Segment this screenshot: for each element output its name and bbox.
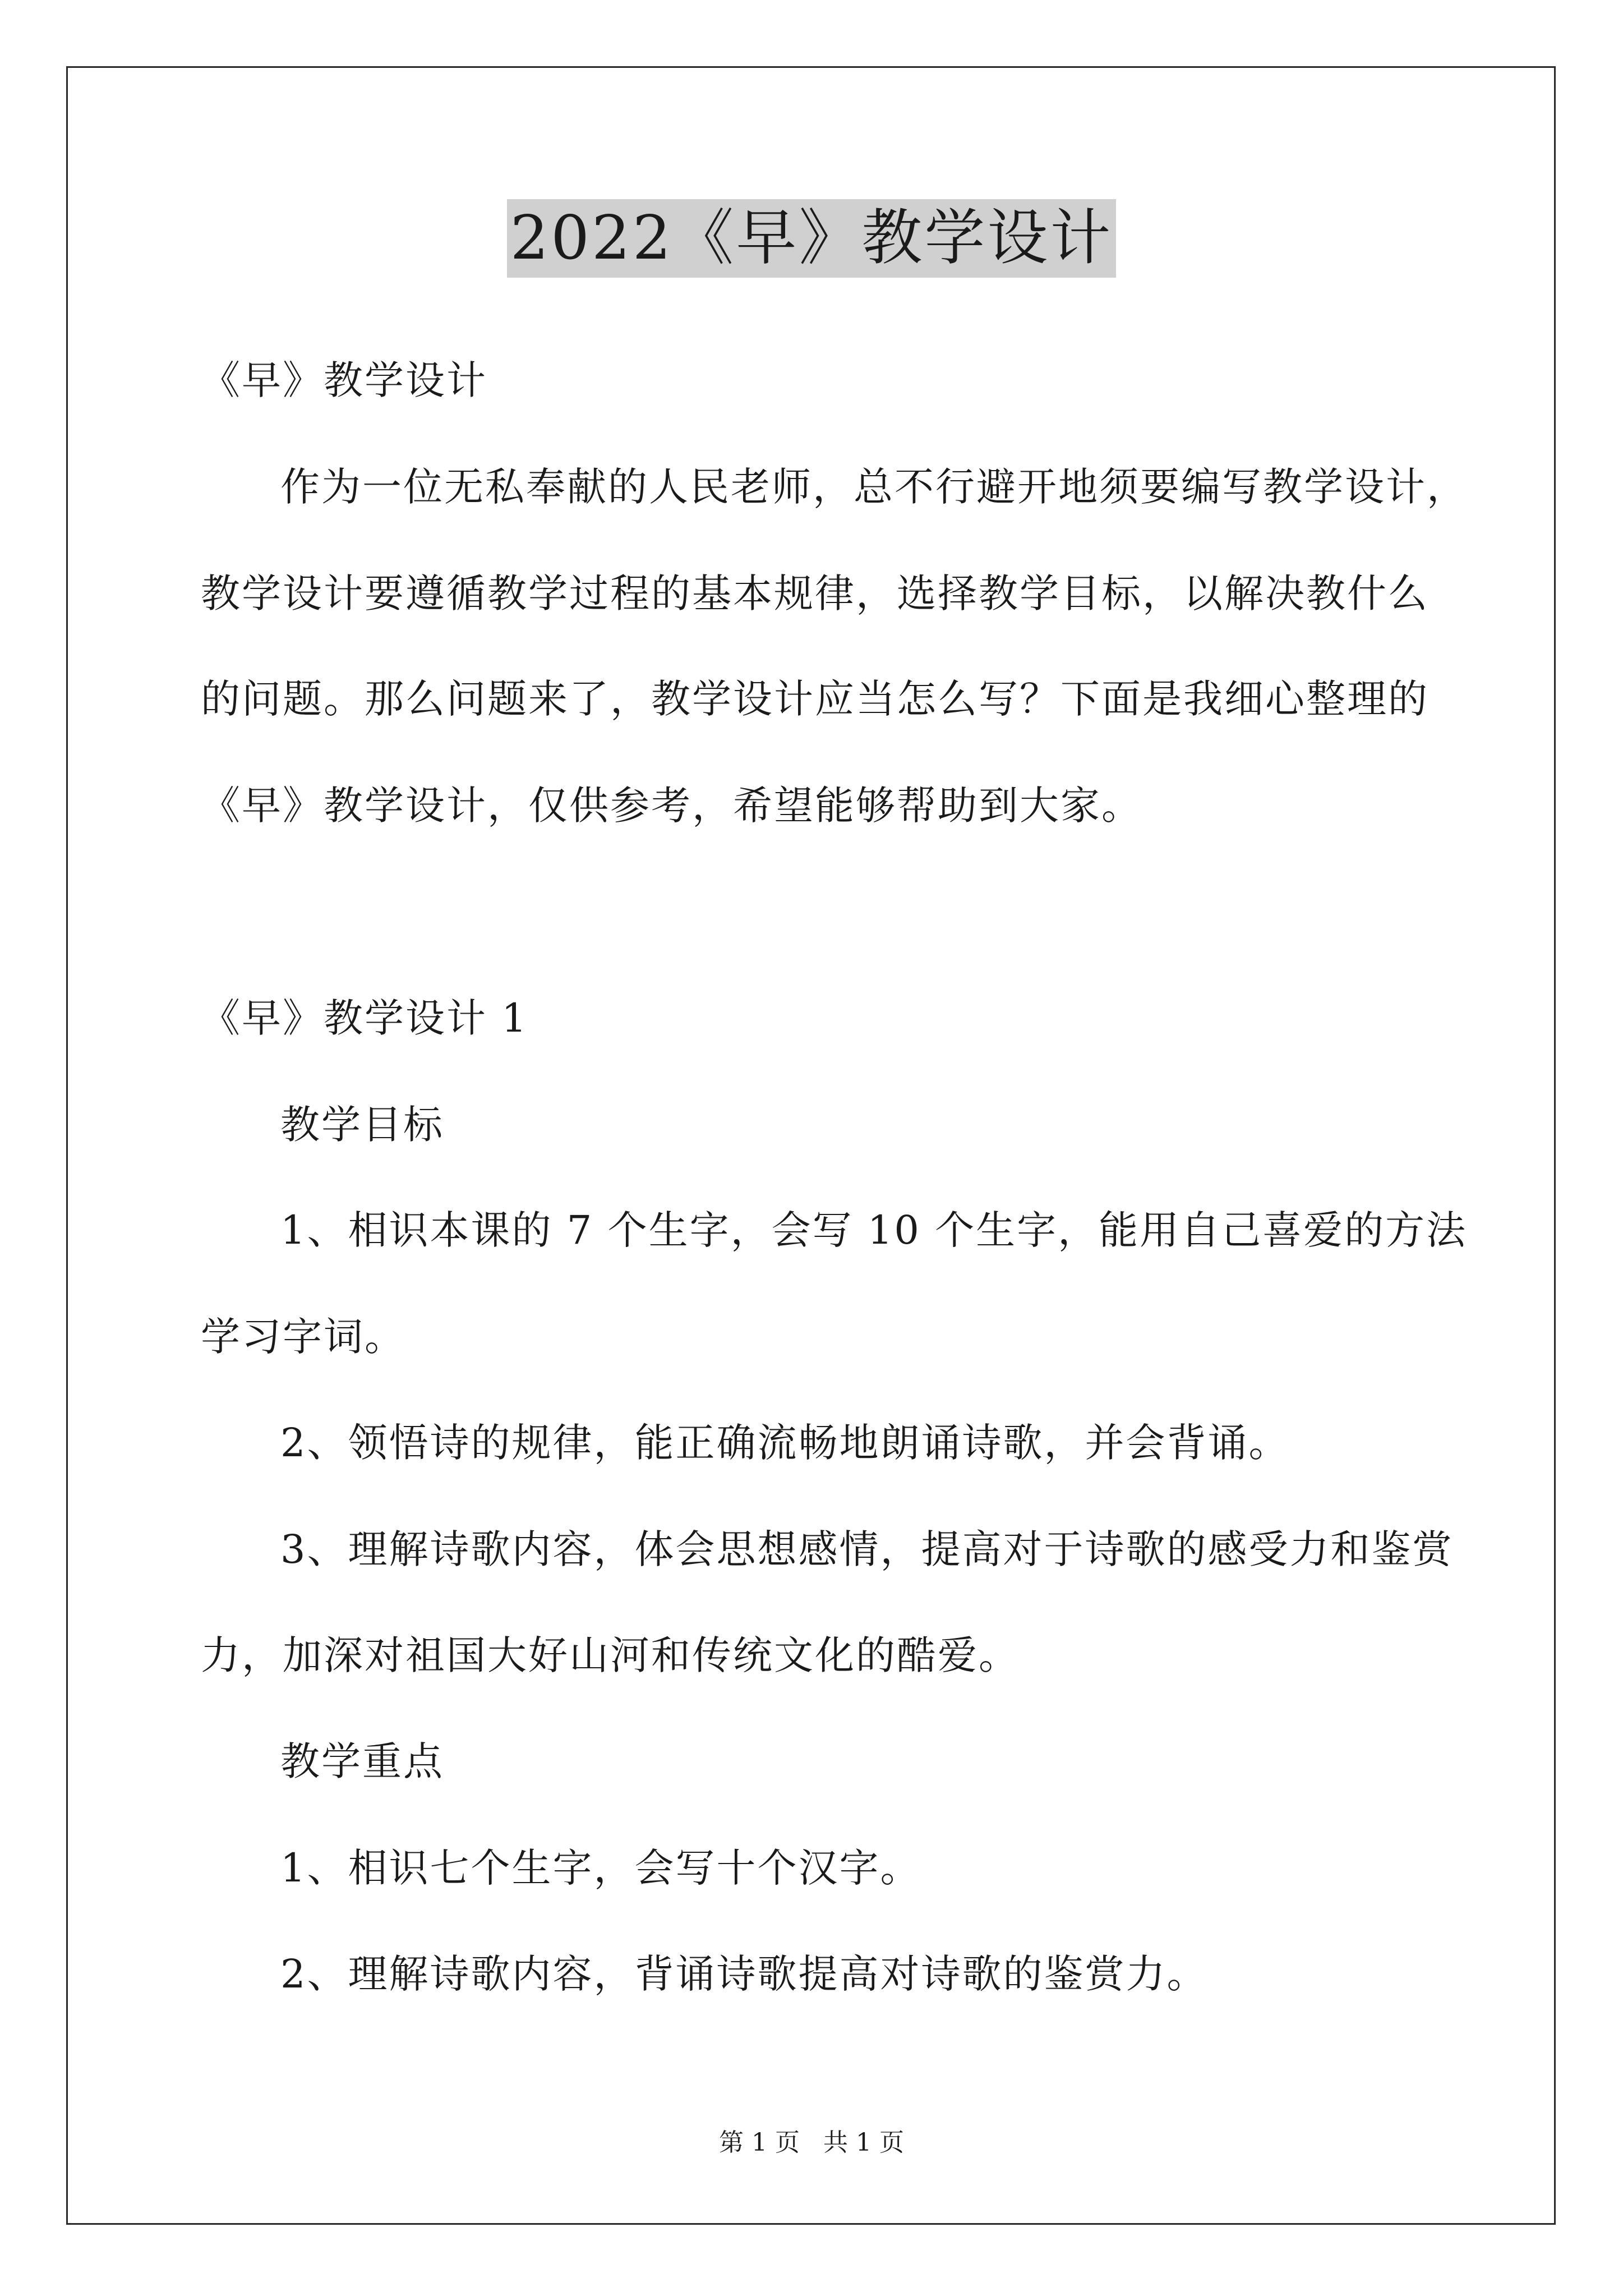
goals-heading: 教学目标: [280, 1102, 444, 1148]
goal-2: 2、领悟诗的规律，能正确流畅地朗诵诗歌，并会背诵。: [280, 1420, 1290, 1466]
goal-3-line-2: 力，加深对祖国大好山河和传统文化的酷爱。: [201, 1632, 1020, 1678]
goal-1-line-1: 1、相识本课的 7 个生字，会写 10 个生字，能用自己喜爱的方法: [280, 1207, 1468, 1253]
key-points-heading: 教学重点: [280, 1738, 444, 1784]
title-container: [0, 199, 1623, 278]
document-subtitle: 《早》教学设计: [201, 357, 487, 403]
page-total: 共 1 页: [823, 2128, 904, 2157]
intro-line-3: 的问题。那么问题来了，教学设计应当怎么写？下面是我细心整理的: [201, 676, 1429, 722]
key-point-2: 2、理解诗歌内容，背诵诗歌提高对诗歌的鉴赏力。: [280, 1951, 1208, 1997]
goal-1-line-2: 学习字词。: [201, 1314, 405, 1360]
section-heading: 《早》教学设计 1: [201, 995, 528, 1041]
document-title: 2022《早》教学设计: [507, 199, 1117, 278]
key-point-1: 1、相识七个生字，会写十个汉字。: [280, 1845, 921, 1891]
goal-3-line-1: 3、理解诗歌内容，体会思想感情，提高对于诗歌的感受力和鉴赏: [280, 1526, 1454, 1572]
intro-line-4: 《早》教学设计，仅供参考，希望能够帮助到大家。: [201, 783, 1142, 829]
page-number: 第 1 页: [719, 2128, 800, 2157]
intro-line-2: 教学设计要遵循教学过程的基本规律，选择教学目标，以解决教什么: [201, 570, 1429, 616]
page-footer: [0, 2126, 1623, 2160]
intro-line-1: 作为一位无私奉献的人民老师，总不行避开地须要编写教学设计，: [280, 464, 1468, 510]
